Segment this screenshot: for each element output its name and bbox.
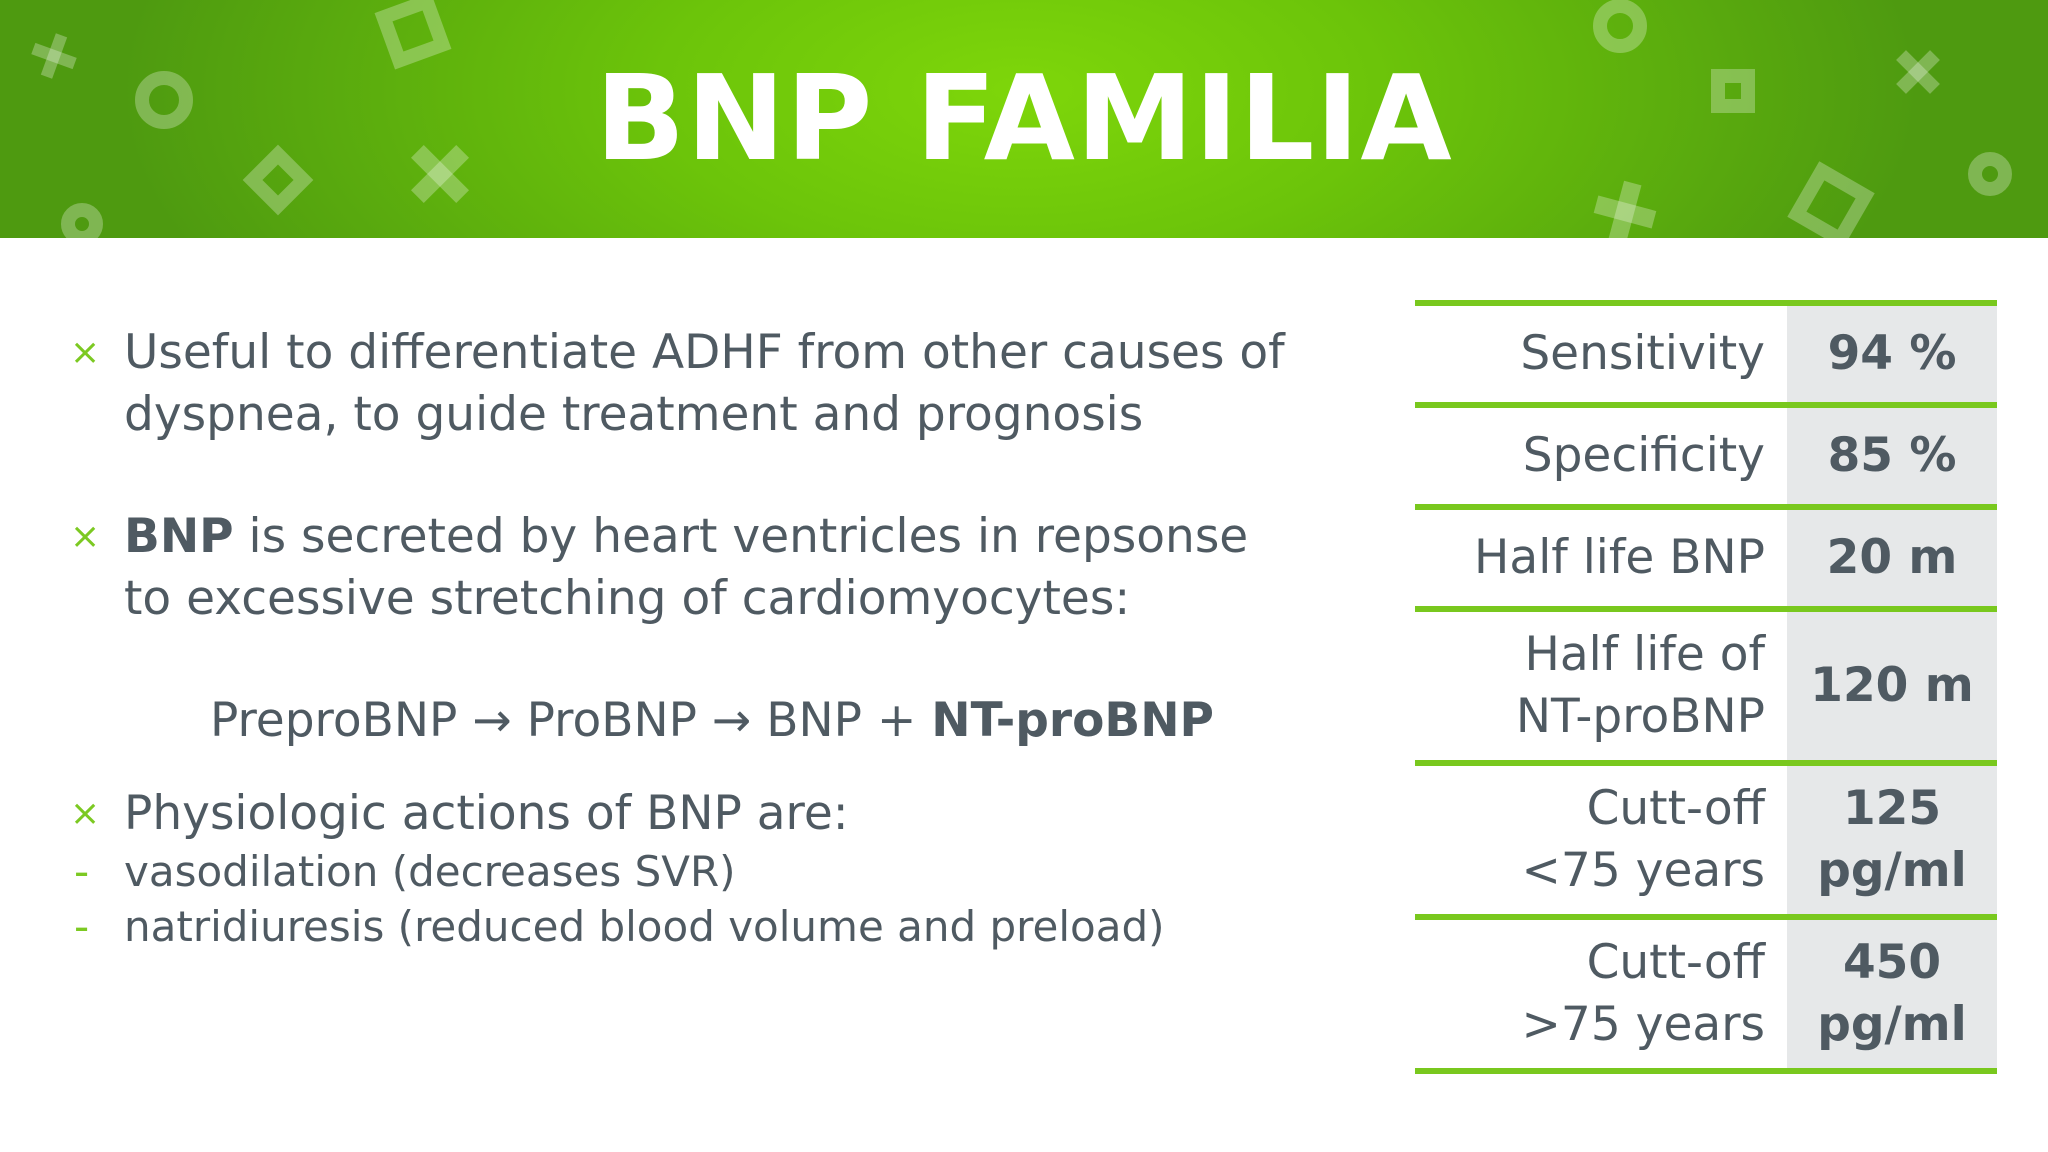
- arrow-right-icon: →: [711, 693, 752, 748]
- table-row: [1415, 914, 1997, 1074]
- table-row: [1415, 504, 1997, 606]
- row-value-line: 125: [1842, 781, 1942, 836]
- formula-term: ProBNP: [526, 693, 697, 748]
- bullet-text: [124, 322, 1285, 446]
- bnp-bold-term: BNP: [124, 509, 234, 564]
- header-banner: [0, 0, 2048, 238]
- formula-term-bold: NT-proBNP: [931, 693, 1215, 748]
- row-label: [1415, 408, 1787, 504]
- slide-title: BNP FAMILIA: [595, 49, 1453, 187]
- row-value: [1787, 612, 1997, 760]
- row-value: [1787, 766, 1997, 914]
- row-label-line: <75 years: [1521, 843, 1765, 898]
- row-value-line: pg/ml: [1817, 997, 1967, 1052]
- row-label-line: NT-proBNP: [1515, 689, 1765, 744]
- row-value: [1787, 408, 1997, 504]
- sub-list-text: vasodilation (decreases SVR): [124, 847, 736, 896]
- table-row: [1415, 606, 1997, 760]
- row-label: [1415, 612, 1787, 760]
- ring-icon: [68, 210, 96, 238]
- bullet-line: dyspnea, to guide treatment and prognosis: [124, 387, 1144, 442]
- bullet-x-icon: ×: [70, 516, 101, 557]
- bullet-line: to excessive stretching of cardiomyocytes:: [124, 571, 1131, 626]
- row-label-line: Sensitivity: [1520, 326, 1765, 381]
- table-row: [1415, 402, 1997, 504]
- formula-term: BNP +: [766, 693, 917, 748]
- bullet-line: [124, 506, 1248, 568]
- row-value: [1787, 306, 1997, 402]
- bullet-line-rest: is secreted by heart ventricles in repsonse: [233, 509, 1249, 564]
- sub-list-text: natridiuresis (reduced blood volume and preload): [124, 902, 1165, 951]
- bullet-x-icon: ×: [70, 793, 101, 834]
- row-label: [1415, 766, 1787, 914]
- sub-list-item: [70, 899, 1270, 955]
- bullet-item: [70, 506, 1370, 636]
- row-label-line: Cutt-off: [1586, 781, 1765, 836]
- row-value-line: 450: [1842, 935, 1942, 990]
- row-value: [1787, 920, 1997, 1068]
- dash-marker: -: [74, 902, 90, 951]
- row-value-line: 120 m: [1810, 658, 1974, 713]
- row-label: [1415, 306, 1787, 402]
- bullet-text: Physiologic actions of BNP are:: [124, 786, 849, 841]
- formula-term: PreproBNP: [210, 693, 458, 748]
- row-label-line: Half life BNP: [1474, 530, 1765, 585]
- row-value-line: 85 %: [1827, 428, 1957, 483]
- row-value: [1787, 510, 1997, 606]
- row-value-line: 20 m: [1826, 530, 1958, 585]
- row-label-line: >75 years: [1521, 997, 1765, 1052]
- bullet-line: Useful to differentiate ADHF from other causes of: [124, 325, 1285, 380]
- table-row: [1415, 300, 1997, 402]
- dash-marker: -: [74, 847, 90, 896]
- sub-list-item: [70, 844, 1170, 900]
- ring-icon: [1600, 6, 1640, 46]
- bnp-stats-table: [1415, 300, 1997, 1074]
- row-label: [1415, 920, 1787, 1068]
- bnp-formula: [210, 690, 1214, 752]
- bullet-text: [124, 506, 1248, 630]
- table-row: [1415, 760, 1997, 914]
- row-label: [1415, 510, 1787, 606]
- row-label-line: Cutt-off: [1586, 935, 1765, 990]
- row-label-line: Specificity: [1522, 428, 1765, 483]
- bullet-x-icon: ×: [70, 332, 101, 373]
- row-label-line: Half life of: [1524, 627, 1765, 682]
- row-value-line: pg/ml: [1817, 843, 1967, 898]
- bullet-item: [70, 322, 1370, 452]
- row-value-line: 94 %: [1827, 326, 1957, 381]
- bullet-item: [70, 783, 1370, 845]
- arrow-right-icon: →: [472, 693, 512, 748]
